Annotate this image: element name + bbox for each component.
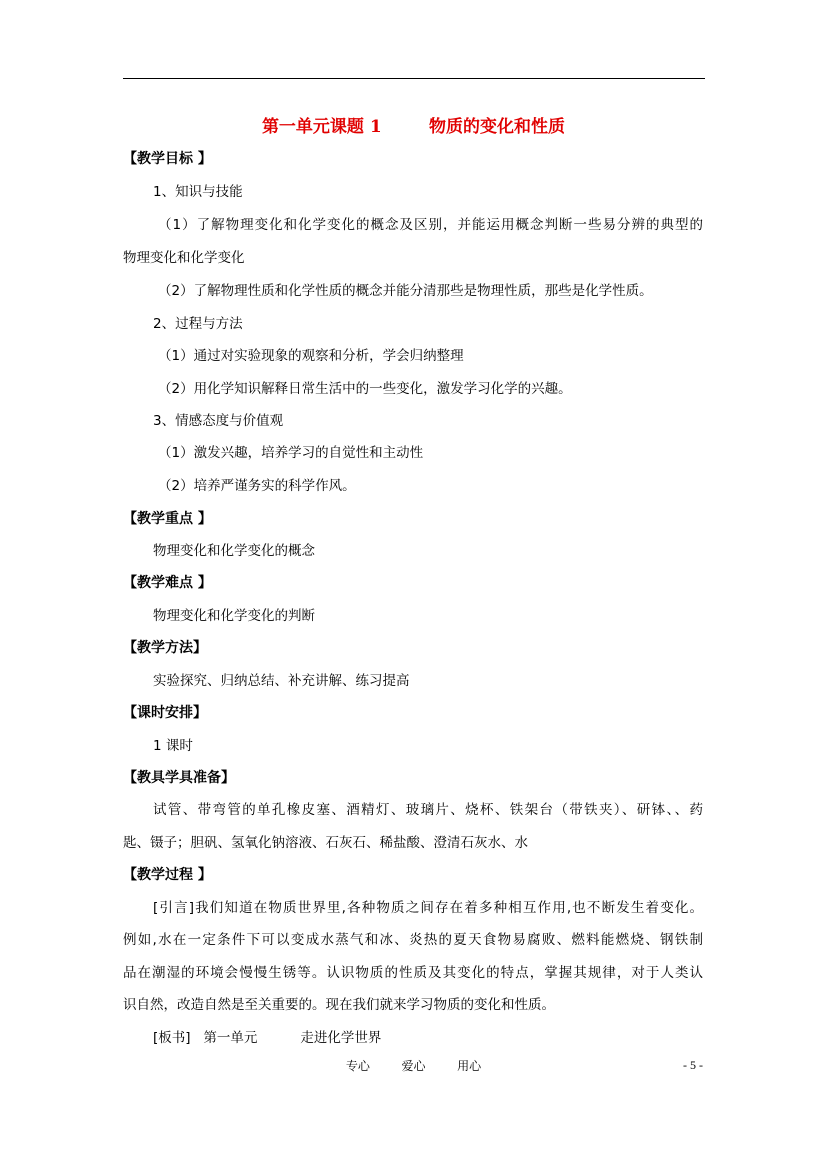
keypoints-text: 物理变化和化学变化的概念 bbox=[153, 543, 315, 559]
difficulty-text: 物理变化和化学变化的判断 bbox=[153, 608, 315, 624]
materials-heading: 【教具学具准备】 bbox=[123, 770, 235, 786]
process-intro-line-3: 品在潮湿的环境会慢慢生锈等。认识物质的性质及其变化的特点，掌握其规律，对于人类认 bbox=[123, 965, 703, 981]
objectives-heading: 【教学目标 】 bbox=[123, 151, 212, 167]
materials-line-2: 匙、镊子；胆矾、氢氧化钠溶液、石灰石、稀盐酸、澄清石灰水、水 bbox=[123, 835, 528, 851]
keypoints-heading: 【教学重点 】 bbox=[123, 511, 212, 527]
objective-process-heading: 2、过程与方法 bbox=[153, 316, 243, 332]
objective-process-1: （1）通过对实验现象的观察和分析，学会归纳整理 bbox=[158, 348, 464, 364]
page-title: 第一单元课题 1 物质的变化和性质 bbox=[261, 117, 566, 137]
objective-knowledge-heading: 1、知识与技能 bbox=[153, 184, 243, 200]
header-rule bbox=[123, 78, 705, 79]
process-intro-line-1: [引言]我们知道在物质世界里,各种物质之间存在着多种相互作用,也不断发生着变化。 bbox=[153, 900, 703, 916]
process-intro-line-4: 识自然，改造自然是至关重要的。现在我们就来学习物质的变化和性质。 bbox=[123, 997, 555, 1013]
objective-knowledge-2: （2）了解物理性质和化学性质的概念并能分清那些是物理性质，那些是化学性质。 bbox=[158, 283, 653, 299]
difficulty-heading: 【教学难点 】 bbox=[123, 575, 212, 591]
process-intro-line-2: 例如,水在一定条件下可以变成水蒸气和冰、炎热的夏天食物易腐败、燃料能燃烧、钢铁制 bbox=[123, 932, 703, 948]
schedule-text: 1 课时 bbox=[153, 738, 193, 754]
process-board: [板书] 第一单元 走进化学世界 bbox=[153, 1030, 382, 1046]
objective-process-2: （2）用化学知识解释日常生活中的一些变化，激发学习化学的兴趣。 bbox=[158, 381, 572, 397]
objective-attitude-2: （2）培养严谨务实的科学作风。 bbox=[158, 478, 356, 494]
process-heading: 【教学过程 】 bbox=[123, 867, 212, 883]
materials-line-1: 试管、带弯管的单孔橡皮塞、酒精灯、玻璃片、烧杯、铁架台（带铁夹）、研钵、、药 bbox=[153, 802, 703, 818]
footer-motto: 专心 爱心 用心 bbox=[345, 1059, 482, 1073]
objective-attitude-1: （1）激发兴趣，培养学习的自觉性和主动性 bbox=[158, 445, 424, 461]
objective-knowledge-1a: （1）了解物理变化和化学变化的概念及区别，并能运用概念判断一些易分辨的典型的 bbox=[158, 217, 703, 233]
objective-attitude-heading: 3、情感态度与价值观 bbox=[153, 413, 284, 429]
page-number: - 5 - bbox=[683, 1058, 703, 1072]
schedule-heading: 【课时安排】 bbox=[123, 705, 207, 721]
objective-knowledge-1b: 物理变化和化学变化 bbox=[123, 250, 245, 266]
methods-text: 实验探究、归纳总结、补充讲解、练习提高 bbox=[153, 673, 410, 689]
methods-heading: 【教学方法】 bbox=[123, 640, 207, 656]
